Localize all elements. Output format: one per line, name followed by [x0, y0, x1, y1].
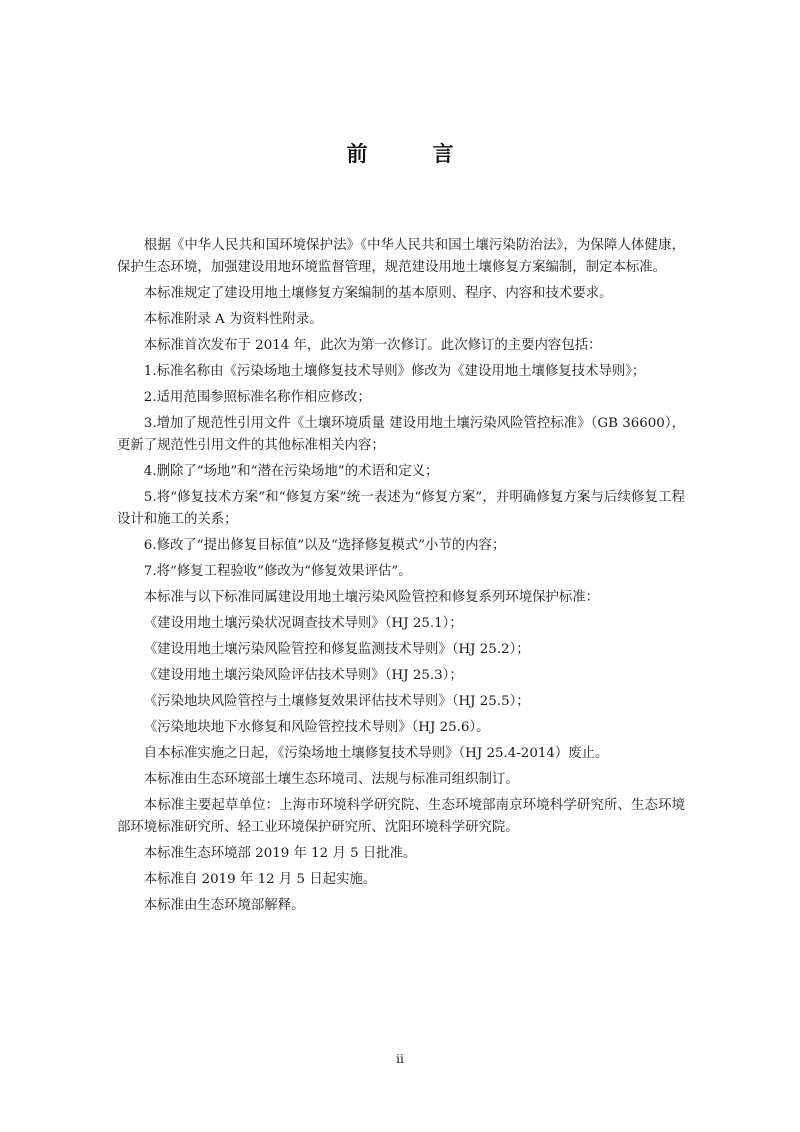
- paragraph-revision-history: 本标准首次发布于 2014 年，此次为第一次修订。此次修订的主要内容包括：: [143, 338, 602, 353]
- revision-item-3: 3.增加了规范性引用文件《土壤环境质量 建设用地土壤污染风险管控标准》（GB 36600），更新了规范性引用文件的其他标准相关内容；: [117, 416, 685, 453]
- related-standard-hj25-6: 《污染地块地下水修复和风险管控技术导则》（HJ 25.6）。: [143, 720, 490, 735]
- revision-item-7: 7.将“修复工程验收”修改为“修复效果评估”。: [143, 564, 412, 579]
- paragraph-interpretation: 本标准由生态环境部解释。: [143, 898, 305, 913]
- page-title: 前 言: [346, 142, 476, 166]
- paragraph-abolition: 自本标准实施之日起，《污染场地土壤修复技术导则》（HJ 25.4-2014）废止。: [143, 746, 609, 761]
- page-number: ii: [396, 1052, 404, 1066]
- paragraph-organizer: 本标准由生态环境部土壤生态环境司、法规与标准司组织制订。: [143, 772, 519, 787]
- paragraph-related-standards: 本标准与以下标准同属建设用地土壤污染风险管控和修复系列环境保护标准：: [143, 590, 600, 605]
- revision-item-6: 6.修改了“提出修复目标值”以及“选择修复模式”小节的内容；: [143, 538, 506, 553]
- paragraph-approval-date: 本标准生态环境部 2019 年 12 月 5 日批准。: [143, 846, 417, 861]
- paragraph-legal-basis: 根据《中华人民共和国环境保护法》《中华人民共和国土壤污染防治法》，为保障人体健康，保护生态环境，加强建设用地环境监督管理，规范建设用地土壤修复方案编制，制定本标准。: [117, 238, 685, 275]
- related-standard-hj25-1: 《建设用地土壤污染状况调查技术导则》（HJ 25.1）；: [143, 616, 463, 631]
- related-standard-hj25-5: 《污染地块风险管控与土壤修复效果评估技术导则》（HJ 25.5）；: [143, 694, 530, 709]
- revision-item-4: 4.删除了“场地”和“潜在污染场地”的术语和定义；: [143, 464, 439, 479]
- revision-item-2: 2.适用范围参照标准名称作相应修改；: [143, 390, 371, 405]
- paragraph-effective-date: 本标准自 2019 年 12 月 5 日起实施。: [143, 872, 377, 887]
- paragraph-drafting-units: 本标准主要起草单位：上海市环境科学研究院、生态环境部南京环境科学研究所、生态环境部环境标准研究所、轻工业环境保护研究所、沈阳环境科学研究院。: [117, 798, 685, 835]
- document-body: [117, 235, 685, 921]
- paragraph-appendix: 本标准附录 A 为资料性附录。: [143, 312, 323, 327]
- revision-item-5: 5.将“修复技术方案”和“修复方案”统一表述为“修复方案”，并明确修复方案与后续修复工程设计和施工的关系；: [117, 490, 685, 527]
- related-standard-hj25-2: 《建设用地土壤污染风险管控和修复监测技术导则》（HJ 25.2）；: [143, 642, 530, 657]
- related-standard-hj25-3: 《建设用地土壤污染风险评估技术导则》（HJ 25.3）；: [143, 668, 463, 683]
- paragraph-scope: 本标准规定了建设用地土壤修复方案编制的基本原则、程序、内容和技术要求。: [143, 286, 613, 301]
- revision-item-1: 1.标准名称由《污染场地土壤修复技术导则》修改为《建设用地土壤修复技术导则》；: [143, 364, 646, 379]
